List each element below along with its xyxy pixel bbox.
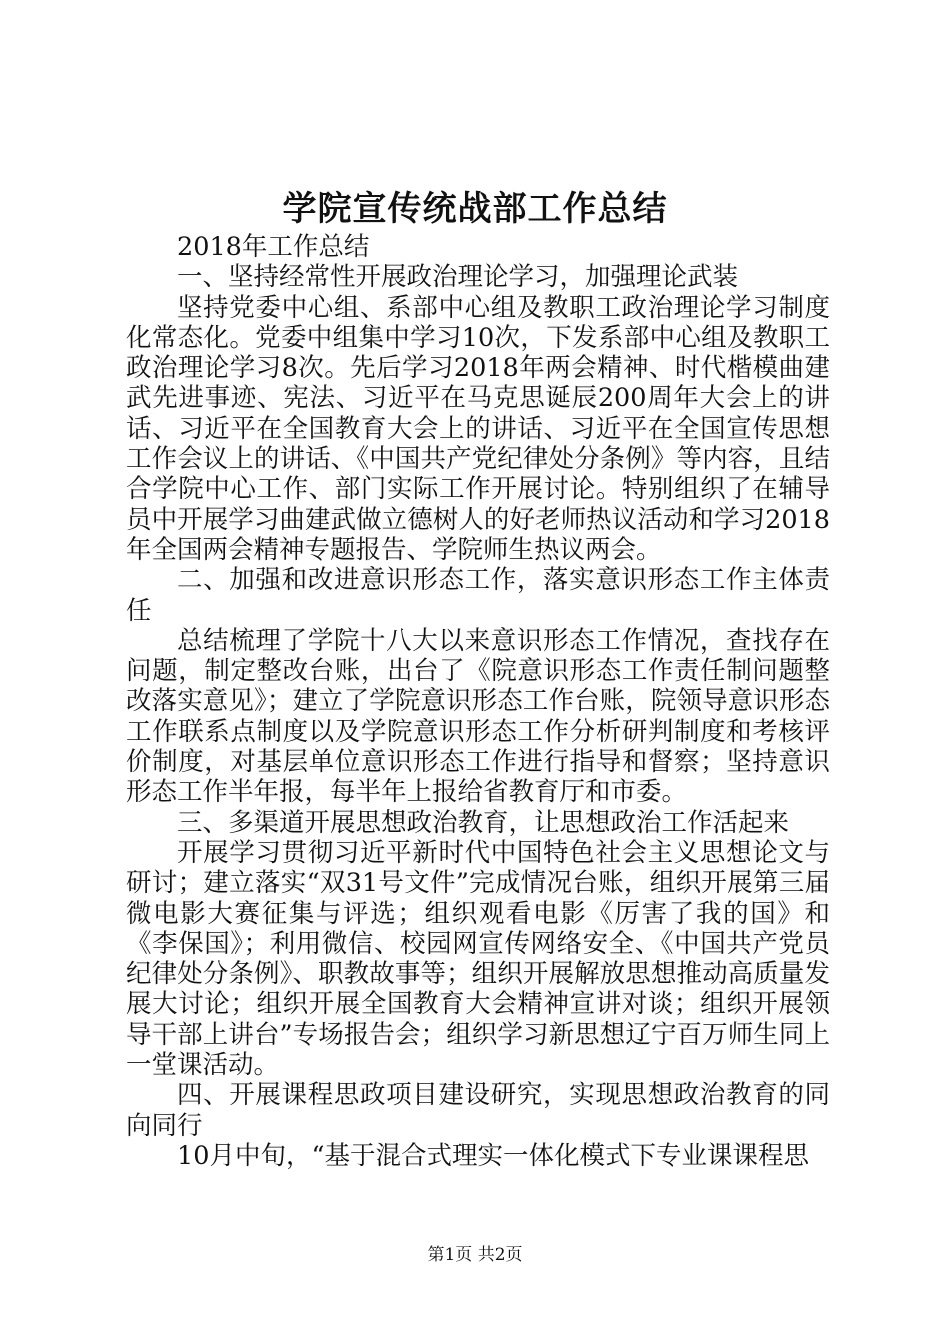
document-title: 学院宣传统战部工作总结 xyxy=(282,189,668,229)
paragraph-section-2: 总结梳理了学院十八大以来意识形态工作情况，查找存在问题，制定整改台账，出台了《院意识形态工作责任制问题整改落实意见》；建立了学院意识形态工作台账，院领导意识形态工作联系点制度以及学院意识形态工作分析研判制度和考核评价制度，对基层单位意识形态工作进行指导和督察；坚持意识形态工作半年报，每半年上报给省教育厅和市委。 xyxy=(126,625,830,808)
paragraph-section-1: 坚持党委中心组、系部中心组及教职工政治理论学习制度化常态化。党委中组集中学习10次，下发系部中心组及教职工政治理论学习8次。先后学习2018年两会精神、时代楷模曲建武先进事迹、宪法、习近平在马克思诞辰200周年大会上的讲话、习近平在全国教育大会上的讲话、习近平在全国宣传思想工作会议上的讲话、《中国共产党纪律处分条例》等内容，且结合学院中心工作、部门实际工作开展讨论。特别组织了在辅导员中开展学习曲建武做立德树人的好老师热议活动和学习2018年全国两会精神专题报告、学院师生热议两会。 xyxy=(126,292,830,565)
document-body xyxy=(126,232,830,1171)
section-heading-4: 四、开展课程思政项目建设研究，实现思想政治教育的同向同行 xyxy=(126,1080,830,1141)
paragraph-section-4: 10月中旬，“基于混合式理实一体化模式下专业课课程思 xyxy=(177,1140,809,1171)
paragraph-year-summary: 2018年工作总结 xyxy=(177,232,370,262)
paragraph-section-3: 开展学习贯彻习近平新时代中国特色社会主义思想论文与研讨；建立落实“双31号文件”完成情况台账，组织开展第三届微电影大赛征集与评选；组织观看电影《厉害了我的国》和《李保国》；利用微信、校园网宣传网络安全、《中国共产党员纪律处分条例》、职教故事等；组织开展解放思想推动高质量发展大讨论；组织开展全国教育大会精神宣讲对谈；组织开展领导干部上讲台”专场报告会；组织学习新思想辽宁百万师生同上一堂课活动。 xyxy=(126,837,830,1081)
section-heading-1: 一、坚持经常性开展政治理论学习，加强理论武装 xyxy=(177,262,739,293)
section-heading-2: 二、加强和改进意识形态工作，落实意识形态工作主体责任 xyxy=(126,565,830,626)
page-number-footer: 第1页 共2页 xyxy=(427,1245,523,1265)
section-heading-3: 三、多渠道开展思想政治教育，让思想政治工作活起来 xyxy=(177,807,790,838)
